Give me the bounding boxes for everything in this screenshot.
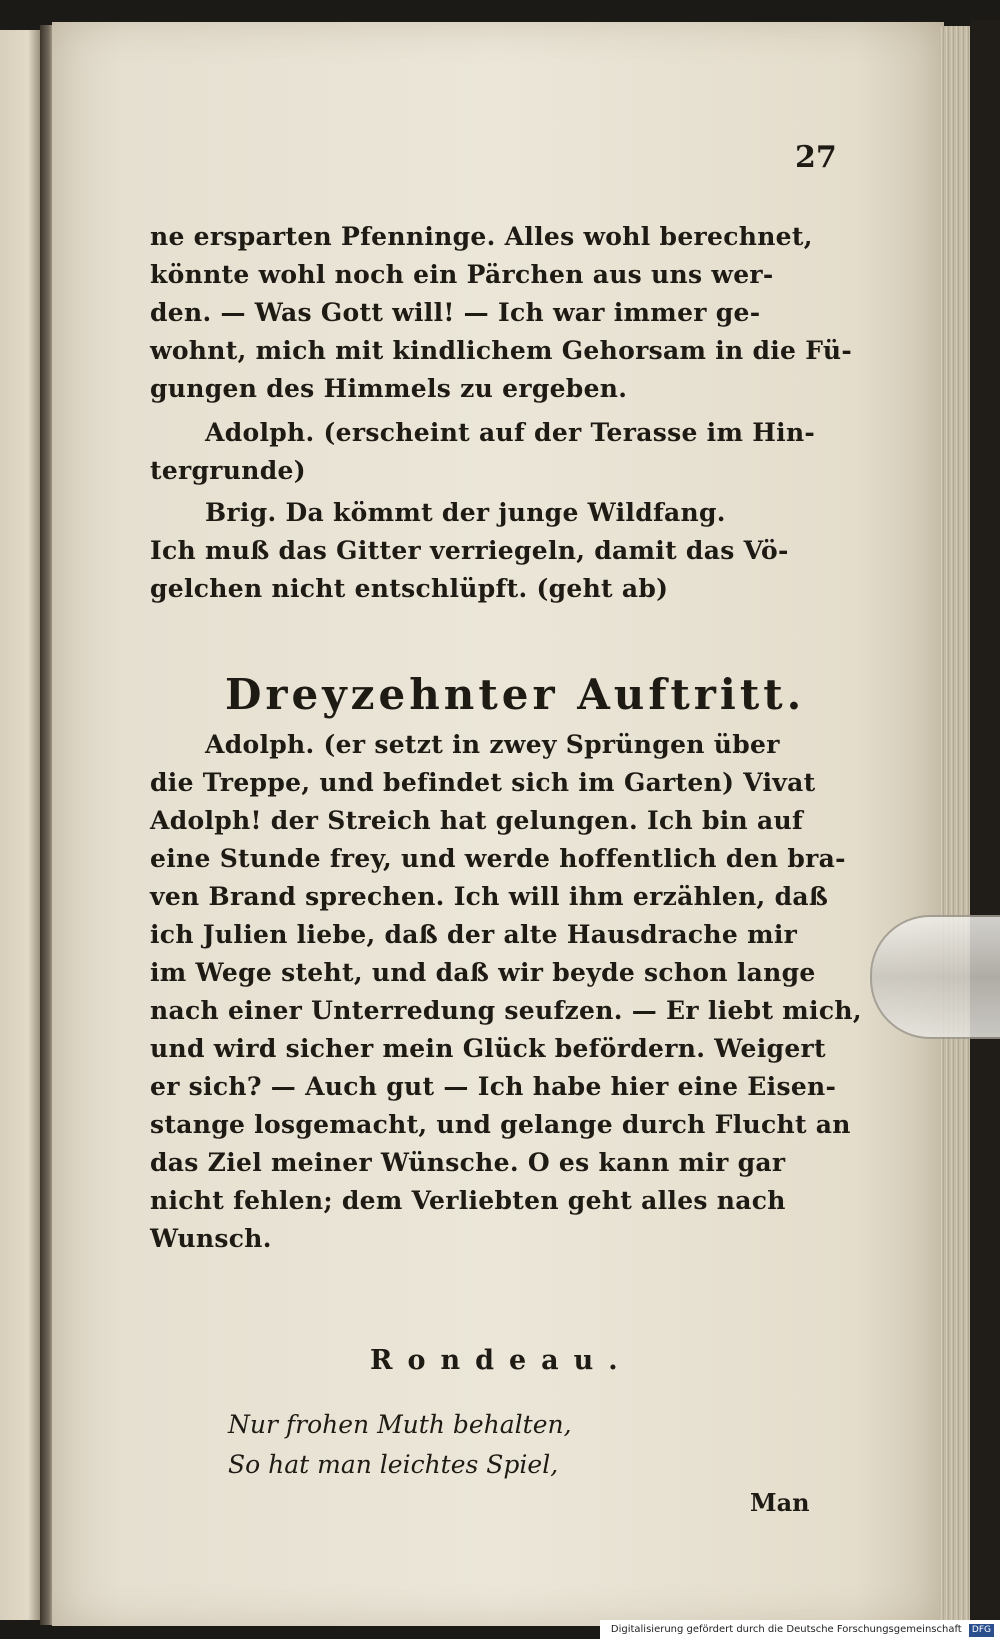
catchword: Man xyxy=(750,1488,810,1517)
text-line: Adolph. (er setzt in zwey Sprüngen über xyxy=(205,730,780,759)
page-clip xyxy=(870,915,1000,1039)
text-line: den. — Was Gott will! — Ich war immer ge- xyxy=(150,298,761,327)
scene-heading: Dreyzehnter Auftritt. xyxy=(225,670,806,719)
text-line: das Ziel meiner Wünsche. O es kann mir gar xyxy=(150,1148,786,1177)
text-line: wohnt, mich mit kindlichem Gehorsam in die Fü- xyxy=(150,336,853,365)
background-edge xyxy=(970,20,1000,1639)
footer-credit xyxy=(600,1620,1000,1639)
text-line: die Treppe, und befindet sich im Garten) Vivat xyxy=(150,768,816,797)
text-line: ich Julien liebe, daß der alte Hausdrache mir xyxy=(150,920,798,949)
text-line: ne ersparten Pfenninge. Alles wohl berechnet, xyxy=(150,222,813,251)
rondeau-title: Rondeau. xyxy=(370,1345,633,1376)
page-number: 27 xyxy=(795,140,837,175)
text-line: Wunsch. xyxy=(150,1224,272,1253)
page-edges xyxy=(940,26,970,1626)
text-line: gungen des Himmels zu ergeben. xyxy=(150,374,628,403)
text-line: und wird sicher mein Glück befördern. Weigert xyxy=(150,1034,826,1063)
text-line: könnte wohl noch ein Pärchen aus uns wer- xyxy=(150,260,774,289)
text-line: nach einer Unterredung seufzen. — Er liebt mich, xyxy=(150,996,862,1025)
text-line: Adolph! der Streich hat gelungen. Ich bin auf xyxy=(150,806,804,835)
verse-line: Nur frohen Muth behalten, xyxy=(228,1410,572,1439)
text-line: tergrunde) xyxy=(150,456,306,485)
dfg-logo: DFG xyxy=(969,1624,994,1637)
text-line: im Wege steht, und daß wir beyde schon lange xyxy=(150,958,816,987)
text-line: ven Brand sprechen. Ich will ihm erzählen, daß xyxy=(150,882,829,911)
text-line: Ich muß das Gitter verriegeln, damit das Vö- xyxy=(150,536,789,565)
text-line: Adolph. (erscheint auf der Terasse im Hin- xyxy=(205,418,816,447)
left-facing-page xyxy=(0,30,40,1620)
footer-text: Digitalisierung gefördert durch die Deutsche Forschungsgemeinschaft xyxy=(610,1624,962,1635)
verse-line: So hat man leichtes Spiel, xyxy=(228,1450,559,1479)
text-line: gelchen nicht entschlüpft. (geht ab) xyxy=(150,574,669,603)
text-line: eine Stunde frey, und werde hoffentlich den bra- xyxy=(150,844,846,873)
text-line: nicht fehlen; dem Verliebten geht alles nach xyxy=(150,1186,786,1215)
text-line: Brig. Da kömmt der junge Wildfang. xyxy=(205,498,726,527)
text-line: stange losgemacht, und gelange durch Flucht an xyxy=(150,1110,851,1139)
text-line: er sich? — Auch gut — Ich habe hier eine Eisen- xyxy=(150,1072,837,1101)
